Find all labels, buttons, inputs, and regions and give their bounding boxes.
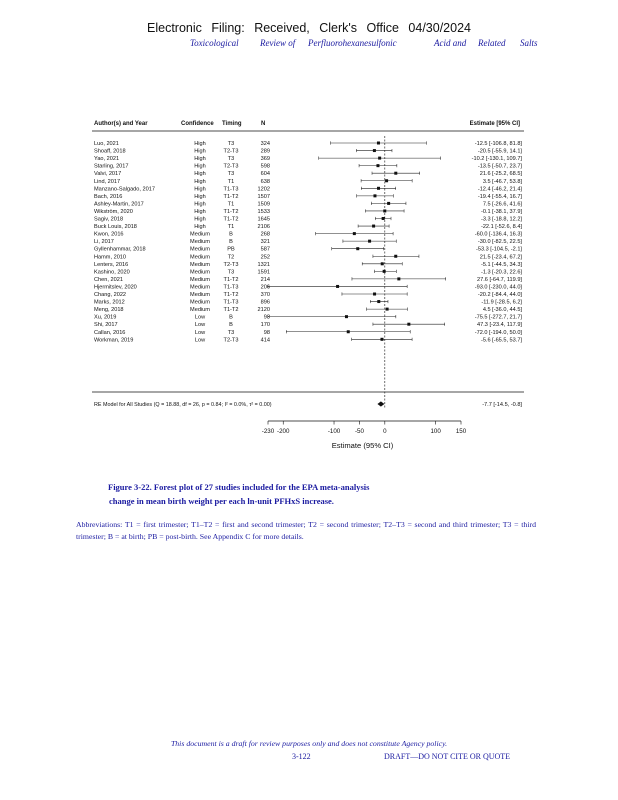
n-label: 1202: [257, 186, 270, 193]
point-estimate: [373, 149, 376, 152]
study-label: Ashley-Martin, 2017: [94, 201, 144, 208]
n-label: 1533: [257, 208, 270, 215]
point-estimate: [394, 172, 397, 175]
x-tick-label: -200: [277, 428, 290, 435]
point-estimate: [373, 293, 376, 296]
study-row: [94, 300, 522, 306]
timing-label: T1-T2: [223, 292, 239, 298]
timing-label: T1-T2: [223, 216, 239, 223]
n-label: 598: [260, 163, 270, 170]
n-label: 214: [260, 276, 270, 283]
point-estimate: [347, 330, 350, 333]
estimate-label: -13.5 [-50.7, 23.7]: [477, 163, 522, 170]
study-label: Shi, 2017: [94, 322, 118, 329]
estimate-label: -22.1 [-52.6, 8.4]: [480, 224, 522, 231]
timing-label: T3: [227, 156, 235, 163]
timing-label: T1-T3: [223, 299, 239, 306]
estimate-label: -72.0 [-194.0, 50.0]: [474, 329, 522, 336]
confidence-label: High: [194, 186, 206, 193]
header-estimate: Estimate [95% CI]: [469, 121, 520, 127]
point-estimate: [373, 194, 376, 197]
study-label: Manzano-Salgado, 2017: [94, 186, 155, 193]
header-timing: Timing: [222, 121, 242, 127]
confidence-label: High: [194, 148, 206, 155]
study-label: Gyllenhammar, 2018: [94, 246, 146, 253]
study-label: Yao, 2021: [94, 156, 120, 163]
confidence-label: Medium: [190, 269, 210, 276]
point-estimate: [378, 157, 381, 160]
confidence-label: Medium: [190, 261, 210, 268]
study-row: [94, 224, 522, 230]
x-axis-title: Estimate (95% CI): [331, 441, 394, 450]
point-estimate: [397, 277, 400, 280]
study-label: Sagiv, 2018: [94, 216, 124, 223]
timing-label: T3: [227, 269, 235, 276]
n-label: 370: [260, 292, 270, 298]
estimate-label: -5.6 [-65.5, 53.7]: [480, 337, 522, 344]
n-label: 98: [263, 314, 270, 321]
header-n: N: [261, 121, 266, 127]
estimate-label: -93.0 [-230.0, 44.0]: [474, 284, 522, 291]
n-label: 896: [260, 299, 270, 306]
timing-label: T2-T3: [223, 261, 239, 268]
summary-row: [94, 401, 522, 408]
point-estimate: [368, 240, 371, 243]
summary-diamond: [377, 401, 384, 406]
confidence-label: Medium: [190, 292, 210, 298]
n-label: 587: [260, 246, 270, 253]
study-label: Meng, 2018: [94, 307, 124, 314]
study-label: Lenters, 2016: [94, 261, 129, 268]
confidence-label: High: [194, 156, 206, 163]
timing-label: T1-T2: [223, 193, 239, 200]
n-label: 369: [260, 156, 270, 163]
point-estimate: [353, 232, 356, 235]
study-row: [94, 156, 522, 162]
estimate-label: -19.4 [-55.4, 16.7]: [477, 193, 522, 200]
confidence-label: High: [194, 193, 206, 200]
n-label: 1591: [257, 269, 270, 276]
figure-caption: [108, 480, 448, 508]
study-label: Xu, 2019: [94, 314, 117, 321]
confidence-label: Low: [194, 314, 206, 321]
estimate-label: -12.5 [-106.8, 81.8]: [474, 141, 522, 147]
study-row: [94, 269, 522, 275]
summary-estimate-label: -7.7 [-14.5, -0.8]: [482, 402, 522, 408]
study-row: [94, 337, 522, 343]
point-estimate: [386, 308, 389, 311]
confidence-label: High: [194, 171, 206, 178]
timing-label: B: [229, 239, 233, 246]
study-label: Chen, 2021: [94, 276, 123, 283]
n-label: 2106: [257, 224, 270, 231]
study-row: [94, 247, 522, 253]
estimate-label: 7.5 [-26.6, 41.6]: [482, 201, 522, 208]
confidence-label: High: [194, 141, 206, 147]
draft-disclaimer: This document is a draft for review purposes only and does not constitute Agency policy.: [170, 739, 448, 748]
point-estimate: [380, 338, 383, 341]
timing-label: T3: [227, 171, 235, 178]
x-tick-label: -50: [354, 428, 364, 435]
study-row: [94, 284, 522, 290]
study-label: Luo, 2021: [94, 141, 119, 147]
study-label: Callan, 2016: [94, 329, 126, 336]
point-estimate: [383, 270, 386, 273]
study-label: Kashino, 2020: [94, 269, 130, 276]
point-estimate: [382, 217, 385, 220]
study-row: [94, 315, 522, 321]
n-label: 170: [260, 322, 270, 329]
estimate-label: 27.6 [-64.7, 119.9]: [477, 276, 522, 283]
x-tick-label: 0: [383, 428, 387, 435]
point-estimate: [407, 323, 410, 326]
timing-label: T1-T2: [223, 208, 239, 215]
point-estimate: [376, 164, 379, 167]
caption-line-2: change in mean birth weight per each ln-unit PFHxS increase.: [109, 496, 334, 506]
running-head-word: Review of: [260, 38, 296, 48]
study-row: [94, 262, 522, 268]
timing-label: T1: [227, 224, 235, 231]
point-estimate: [385, 179, 388, 182]
study-label: Workman, 2019: [94, 337, 134, 344]
estimate-label: -53.3 [-104.5, -2.1]: [475, 246, 522, 253]
point-estimate: [356, 247, 359, 250]
estimate-label: -0.1 [-38.1, 37.9]: [480, 208, 522, 215]
page-number: 3-122: [292, 752, 311, 761]
n-label: 1645: [257, 216, 270, 223]
estimate-label: 47.3 [-23.4, 117.9]: [477, 322, 522, 329]
x-tick-label: 150: [455, 428, 467, 435]
n-label: 98: [263, 329, 270, 336]
filing-stamp: Electronic Filing: Received, Clerk's Office 04/30/2024: [147, 21, 471, 35]
point-estimate: [336, 285, 339, 288]
confidence-label: Low: [194, 322, 206, 329]
estimate-label: -11.9 [-28.5, 6.2]: [481, 299, 522, 306]
n-label: 638: [260, 178, 270, 185]
n-label: 324: [260, 141, 270, 147]
study-label: Valvi, 2017: [94, 171, 122, 178]
timing-label: T2: [227, 254, 235, 261]
timing-label: T1-T2: [223, 307, 239, 314]
running-head-word: Acid and: [434, 38, 467, 48]
n-label: 414: [260, 337, 270, 344]
study-row: [94, 186, 522, 192]
study-row: [94, 330, 522, 336]
n-label: 206: [260, 284, 270, 291]
confidence-label: High: [194, 224, 206, 231]
plot-header: [94, 121, 520, 127]
x-tick-label: -100: [327, 428, 341, 435]
study-label: Chang, 2022: [94, 292, 127, 298]
study-row: [94, 149, 522, 155]
study-row: [94, 141, 522, 147]
point-estimate: [383, 209, 386, 212]
confidence-label: High: [194, 208, 206, 215]
n-label: 1509: [257, 201, 270, 208]
running-head-word: Toxicological: [190, 38, 239, 48]
timing-label: T2-T3: [223, 148, 239, 155]
point-estimate: [377, 300, 380, 303]
confidence-label: Medium: [190, 284, 210, 291]
study-row: [94, 292, 522, 298]
n-label: 1507: [257, 193, 270, 200]
x-tick-label: 100: [430, 428, 441, 435]
point-estimate: [394, 255, 397, 258]
header-author: Author(s) and Year: [94, 121, 148, 127]
n-label: 252: [260, 254, 270, 261]
estimate-label: -12.4 [-46.2, 21.4]: [477, 186, 522, 193]
confidence-label: Low: [194, 329, 206, 336]
summary-label: RE Model for All Studies (Q = 18.88, df = 26, p = 0.84; I² = 0.0%, τ² = 0.00): [94, 402, 272, 408]
estimate-label: 3.5 [-46.7, 53.8]: [482, 178, 522, 185]
estimate-label: -5.1 [-44.5, 34.3]: [480, 261, 522, 268]
timing-label: B: [229, 322, 233, 329]
study-label: Hjermitslev, 2020: [94, 284, 137, 291]
study-row: [94, 307, 522, 313]
n-label: 604: [260, 171, 270, 178]
study-row: [94, 239, 522, 245]
point-estimate: [345, 315, 348, 318]
timing-label: T3: [227, 141, 235, 147]
caption-line-1: Figure 3-22. Forest plot of 27 studies included for the EPA meta-analysis: [108, 482, 370, 492]
study-row: [94, 164, 522, 170]
n-label: 321: [260, 239, 270, 246]
estimate-label: 21.5 [-23.4, 67.2]: [479, 254, 522, 261]
timing-label: T3: [227, 329, 235, 336]
point-estimate: [372, 225, 375, 228]
study-label: Buck Louis, 2018: [94, 224, 137, 231]
n-label: 289: [260, 148, 270, 155]
point-estimate: [377, 187, 380, 190]
running-head-word: Salts: [520, 38, 538, 48]
study-row: [94, 254, 522, 260]
study-label: Lind, 2017: [94, 178, 121, 185]
study-label: Bach, 2016: [94, 193, 123, 200]
estimate-label: -60.0 [-136.4, 16.3]: [474, 231, 522, 238]
study-row: [94, 277, 522, 283]
estimate-label: -20.5 [-55.9, 14.1]: [477, 148, 522, 155]
timing-label: T1-T3: [223, 284, 239, 291]
n-label: 2120: [257, 307, 270, 314]
study-row: [94, 232, 522, 238]
timing-label: B: [229, 314, 233, 321]
study-label: Li, 2017: [94, 239, 114, 246]
confidence-label: Medium: [190, 246, 210, 253]
timing-label: T2-T3: [223, 337, 239, 344]
estimate-label: 21.6 [-25.2, 68.5]: [479, 171, 522, 178]
point-estimate: [381, 262, 384, 265]
timing-label: T1: [227, 178, 235, 185]
header-confidence: Confidence: [181, 121, 214, 127]
study-rows: [94, 136, 522, 408]
timing-label: B: [229, 231, 233, 238]
estimate-label: -10.2 [-130.1, 109.7]: [471, 156, 522, 163]
study-row: [94, 171, 522, 177]
estimate-label: -75.5 [-272.7, 21.7]: [474, 314, 522, 321]
confidence-label: Medium: [190, 254, 210, 261]
study-row: [94, 194, 522, 200]
x-axis: [262, 421, 467, 450]
confidence-label: Medium: [190, 231, 210, 238]
confidence-label: Medium: [190, 307, 210, 314]
n-label: 268: [260, 231, 270, 238]
x-tick-label: -230: [261, 428, 275, 435]
study-label: Hamm, 2010: [94, 254, 127, 261]
estimate-label: 4.5 [-36.0, 44.5]: [482, 307, 522, 314]
study-row: [94, 209, 522, 215]
study-label: Shoaff, 2018: [94, 148, 126, 155]
timing-label: T2-T3: [223, 163, 239, 170]
confidence-label: High: [194, 163, 206, 170]
timing-label: T1-T2: [223, 276, 239, 283]
draft-notice: DRAFT—DO NOT CITE OR QUOTE: [384, 752, 511, 761]
study-row: [94, 201, 522, 207]
timing-label: T1-T3: [223, 186, 239, 193]
confidence-label: High: [194, 201, 206, 208]
running-head-word: Related: [478, 38, 506, 48]
estimate-label: -30.0 [-82.5, 22.5]: [477, 239, 522, 246]
n-label: 1321: [257, 261, 270, 268]
study-row: [94, 322, 522, 328]
abbreviations-note: Abbreviations: T1 = first trimester; T1–T2 = first and second trimester; T2 = second trimester; T2–T3 = second and third trimester; T3 = third trimester; B = at birth; PB = post-birth. See Appendix C for more details.: [76, 520, 536, 541]
timing-label: PB: [227, 246, 235, 253]
estimate-label: -20.2 [-84.4, 44.0]: [477, 292, 522, 298]
study-row: [94, 217, 522, 223]
confidence-label: High: [194, 216, 206, 223]
confidence-label: Medium: [190, 276, 210, 283]
study-row: [94, 179, 522, 185]
timing-label: T1: [227, 201, 235, 208]
confidence-label: Medium: [190, 239, 210, 246]
study-label: Starling, 2017: [94, 163, 129, 170]
confidence-label: Medium: [190, 299, 210, 306]
running-head-word: Perfluorohexanesulfonic: [308, 38, 397, 48]
study-label: Wikström, 2020: [94, 208, 133, 215]
confidence-label: High: [194, 178, 206, 185]
estimate-label: -1.3 [-20.3, 22.6]: [480, 269, 522, 276]
confidence-label: Low: [194, 337, 206, 344]
point-estimate: [377, 142, 380, 145]
study-label: Kwon, 2016: [94, 231, 124, 238]
estimate-label: -3.3 [-18.8, 12.2]: [480, 216, 522, 223]
study-label: Marks, 2012: [94, 299, 125, 306]
point-estimate: [387, 202, 390, 205]
